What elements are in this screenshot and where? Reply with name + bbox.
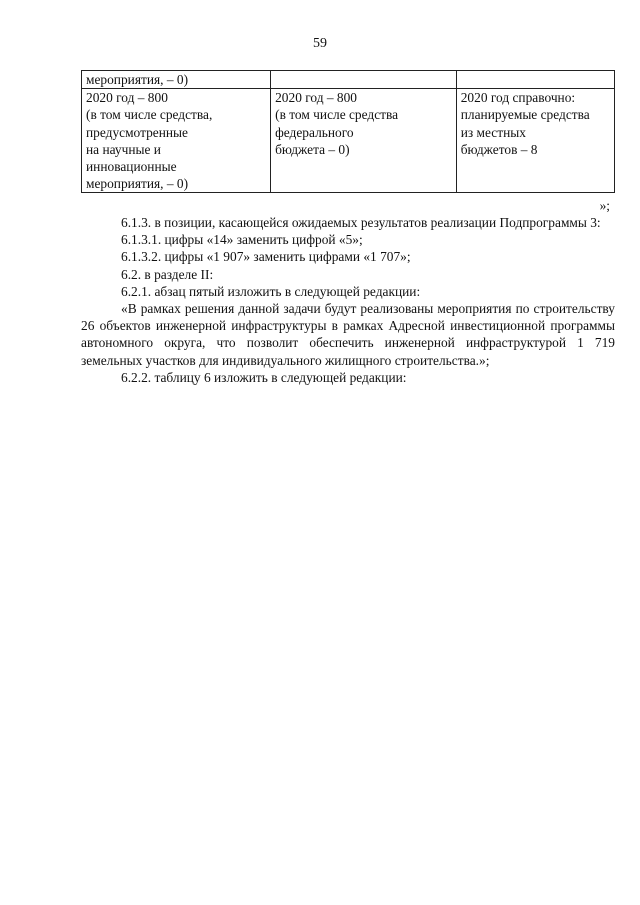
paragraph: 6.2. в разделе II: bbox=[121, 266, 214, 282]
table-row bbox=[82, 71, 615, 89]
body-text bbox=[81, 214, 615, 386]
paragraph: 6.1.3.1. цифры «14» заменить цифрой «5»; bbox=[121, 232, 363, 248]
table-cell: мероприятия, – 0) bbox=[82, 71, 271, 89]
paragraph: 6.2.1. абзац пятый изложить в следующей редакции: bbox=[121, 283, 421, 299]
funding-table bbox=[81, 70, 615, 193]
table-cell bbox=[271, 71, 457, 89]
paragraph: «В рамках решения данной задачи будут реализованы мероприятия по строительству 26 объектов инженерной инфраструктуры в рамках Адресной инвестиционной программы автономного округа, что позволит обеспечить инженерной инфраструктурой 1 719 земельных участков для индивидуального жилищного строительства.»; bbox=[81, 301, 615, 368]
table-cell: 2020 год – 800 (в том числе средства, предусмотренные на научные и инновационные мероприятия, – 0) bbox=[82, 89, 271, 193]
paragraph: 6.1.3.2. цифры «1 907» заменить цифрами «1 707»; bbox=[121, 249, 411, 265]
table-cell bbox=[456, 71, 614, 89]
table-row bbox=[82, 89, 615, 193]
closing-quote-mark: »; bbox=[599, 198, 610, 213]
page-number: 59 bbox=[313, 36, 327, 51]
table-cell: 2020 год – 800 (в том числе средства федерального бюджета – 0) bbox=[271, 89, 457, 193]
paragraph: 6.2.2. таблицу 6 изложить в следующей редакции: bbox=[121, 369, 407, 385]
table-cell: 2020 год справочно: планируемые средства из местных бюджетов – 8 bbox=[456, 89, 614, 193]
paragraph: 6.1.3. в позиции, касающейся ожидаемых результатов реализации Подпрограммы 3: bbox=[121, 215, 601, 230]
